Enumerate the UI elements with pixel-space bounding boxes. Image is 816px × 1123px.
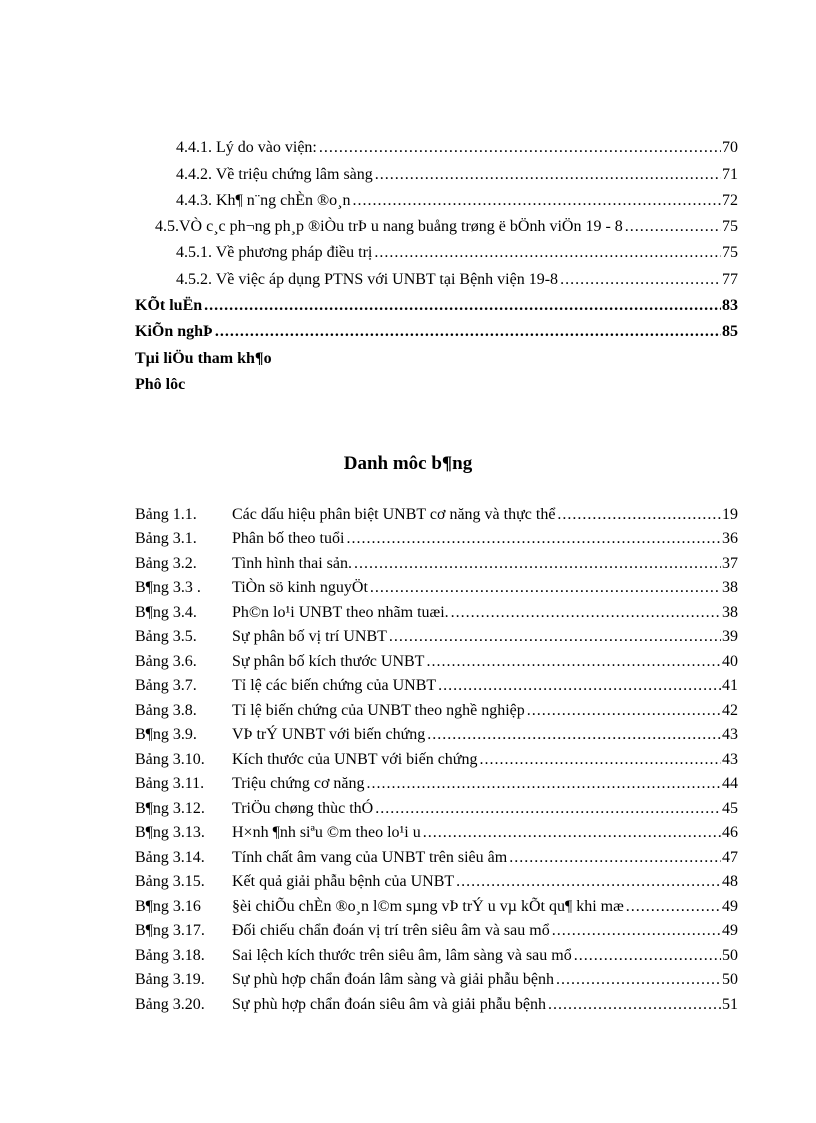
leader-dots [557, 506, 721, 524]
table-list-entry[interactable] [135, 524, 738, 549]
table-number: B¶ng 3.12. [135, 799, 205, 817]
leader-dots [319, 139, 721, 157]
leader-dots [354, 555, 721, 573]
toc-entry-label: Phô lôc [135, 375, 186, 393]
table-caption: Tỉ lệ các biến chứng của UNBT [232, 677, 437, 694]
table-number: B¶ng 3.3 . [135, 579, 201, 596]
toc-entry-label: 4.5.2. Về việc áp dụng PTNS với UNBT tại Bệnh viện 19-8 [176, 270, 559, 288]
leader-dots [451, 604, 721, 622]
table-number: Bảng 3.1. [135, 530, 197, 547]
table-caption: Sự phù hợp chẩn đoán lâm sàng và giải phẫu bệnh [232, 971, 554, 988]
table-list-entry[interactable] [135, 744, 738, 769]
table-list-entry[interactable] [135, 720, 738, 745]
table-list-entry[interactable] [135, 622, 738, 647]
table-list-entry[interactable] [135, 793, 738, 818]
toc-entry-label: KÕt luËn [135, 297, 203, 315]
table-list-entry[interactable] [135, 646, 738, 671]
table-page-number: 37 [722, 554, 738, 572]
table-number: Bảng 3.2. [135, 554, 197, 572]
toc-entry[interactable] [0, 341, 816, 367]
table-caption: Sự phân bố kích thước UNBT [232, 652, 425, 670]
table-page-number: 49 [722, 922, 738, 939]
toc-entry[interactable] [0, 157, 816, 183]
table-list-entry[interactable] [135, 597, 738, 622]
table-number: Bảng 3.5. [135, 628, 197, 645]
toc-entry-label: 4.4.2. Về triệu chứng lâm sàng [176, 165, 373, 183]
leader-dots [560, 271, 721, 289]
toc-entry-page: 75 [722, 218, 738, 236]
table-number: B¶ng 3.17. [135, 922, 205, 939]
table-list-entry[interactable] [135, 818, 738, 843]
table-caption: TriÖu chøng thùc thÓ [232, 799, 374, 817]
leader-dots [556, 971, 721, 989]
toc-entry[interactable] [0, 262, 816, 288]
table-caption: VÞ trÝ UNBT với biến chứng [232, 726, 426, 743]
table-page-number: 45 [722, 799, 738, 817]
table-caption: Kích thước của UNBT với biến chứng [232, 750, 478, 768]
table-number: B¶ng 3.13. [135, 824, 205, 841]
table-page-number: 36 [722, 530, 738, 547]
table-page-number: 38 [722, 579, 738, 596]
toc-entry[interactable] [0, 315, 816, 341]
table-page-number: 49 [722, 897, 738, 915]
table-page-number: 50 [722, 971, 738, 988]
table-page-number: 44 [722, 775, 738, 792]
table-caption: Phân bố theo tuổi [232, 530, 345, 547]
toc-entry-page: 71 [722, 165, 738, 183]
leader-dots [574, 947, 721, 965]
leader-dots [548, 996, 721, 1014]
toc-entry-label: KiÕn nghÞ [135, 323, 213, 341]
table-list-entry[interactable] [135, 499, 738, 524]
table-page-number: 40 [722, 652, 738, 670]
table-caption: Tỉ lệ biến chứng của UNBT theo nghề nghiệp [232, 701, 525, 719]
table-caption: Sự phân bố vị trí UNBT [232, 628, 387, 645]
table-number: Bảng 3.8. [135, 701, 197, 719]
toc-entry-page: 70 [722, 139, 738, 157]
table-list-entry[interactable] [135, 891, 738, 916]
leader-dots [527, 702, 721, 720]
leader-dots [374, 244, 721, 262]
table-number: B¶ng 3.9. [135, 726, 197, 743]
table-number: Bảng 3.19. [135, 971, 205, 988]
table-list-entry[interactable] [135, 842, 738, 867]
toc-entry[interactable] [0, 210, 816, 236]
table-page-number: 39 [722, 628, 738, 645]
table-caption: §èi chiÕu chÈn ®o¸n l©m sµng vÞ trÝ u vµ kÕt qu¶ khi mæ [232, 897, 624, 915]
table-number: Bảng 3.11. [135, 775, 205, 792]
leader-dots [215, 323, 721, 341]
table-caption: Các dấu hiệu phân biệt UNBT cơ năng và thực thể [232, 505, 556, 523]
table-caption: Tính chất âm vang của UNBT trên siêu âm [232, 848, 508, 866]
table-page-number: 42 [722, 701, 738, 719]
toc-entry-page: 75 [722, 244, 738, 262]
table-caption: H×nh ¶nh siªu ©m theo lo¹i u [232, 824, 421, 841]
table-list-entry[interactable] [135, 916, 738, 941]
toc-entry-label: 4.4.3. Kh¶ n¨ng chÈn ®o¸n [176, 191, 351, 209]
toc-entry-page: 85 [722, 323, 738, 341]
table-number: Bảng 3.7. [135, 677, 197, 694]
toc-entry[interactable] [0, 289, 816, 315]
toc-entry-page: 83 [722, 297, 738, 315]
leader-dots [479, 751, 721, 769]
table-caption: Sai lệch kích thước trên siêu âm, lâm sàng và sau mổ [232, 946, 572, 964]
table-page-number: 43 [722, 726, 738, 743]
table-caption: TiÒn sö kinh nguyÖt [232, 579, 368, 596]
list-of-tables [135, 499, 738, 1014]
table-page-number: 38 [722, 603, 738, 621]
leader-dots [552, 922, 721, 940]
table-page-number: 48 [722, 873, 738, 890]
toc-entry-page: 72 [722, 191, 738, 209]
table-number: Bảng 1.1. [135, 505, 197, 523]
leader-dots [389, 628, 721, 646]
table-page-number: 19 [722, 505, 738, 523]
table-page-number: 50 [722, 946, 738, 964]
toc-entry-label: 4.5.VÒ c¸c ph¬ng ph¸p ®iÒu trÞ u nang buång trøng ë bÖnh viÖn 19 - 8 [155, 218, 623, 236]
table-caption: Đối chiếu chẩn đoán vị trí trên siêu âm và sau mổ [232, 922, 550, 939]
table-list-entry[interactable] [135, 965, 738, 990]
leader-dots [367, 775, 721, 793]
leader-dots [427, 726, 721, 744]
leader-dots [370, 579, 721, 597]
toc-entry-label: Tµi liÖu tham kh¶o [135, 349, 272, 367]
table-list-entry[interactable] [135, 940, 738, 965]
table-list-entry[interactable] [135, 573, 738, 598]
table-list-entry[interactable] [135, 548, 738, 573]
table-number: B¶ng 3.16 [135, 897, 201, 915]
leader-dots [353, 192, 722, 210]
toc-entry[interactable] [0, 131, 816, 157]
table-of-contents [0, 131, 816, 394]
toc-entry-page: 77 [722, 270, 738, 288]
leader-dots [456, 873, 721, 891]
table-number: Bảng 3.18. [135, 946, 205, 964]
table-page-number: 41 [722, 677, 738, 694]
table-page-number: 51 [722, 995, 738, 1013]
table-number: Bảng 3.15. [135, 873, 205, 890]
leader-dots [375, 800, 721, 818]
table-page-number: 47 [722, 848, 738, 866]
leader-dots [346, 530, 721, 548]
table-number: Bảng 3.10. [135, 750, 205, 768]
table-list-entry[interactable] [135, 989, 738, 1014]
toc-entry[interactable] [0, 368, 816, 394]
table-page-number: 46 [722, 824, 738, 841]
leader-dots [423, 824, 721, 842]
toc-entry[interactable] [0, 236, 816, 262]
leader-dots [625, 218, 721, 236]
table-list-entry[interactable] [135, 695, 738, 720]
table-caption: Tình hình thai sản. [232, 554, 352, 572]
table-caption: Kết quả giải phẫu bệnh của UNBT [232, 873, 455, 890]
leader-dots [426, 653, 721, 671]
table-page-number: 43 [722, 750, 738, 768]
leader-dots [204, 297, 721, 315]
table-number: Bảng 3.20. [135, 995, 205, 1013]
table-caption: Triệu chứng cơ năng [232, 775, 365, 792]
table-caption: Sự phù hợp chẩn đoán siêu âm và giải phẫu bệnh [232, 995, 546, 1013]
table-list-entry[interactable] [135, 671, 738, 696]
leader-dots [509, 849, 721, 867]
table-list-entry[interactable] [135, 867, 738, 892]
table-list-entry[interactable] [135, 769, 738, 794]
toc-entry-label: 4.5.1. Về phương pháp điều trị [176, 244, 373, 262]
table-number: Bảng 3.14. [135, 848, 205, 866]
toc-entry-label: 4.4.1. Lý do vào viện: [176, 139, 317, 157]
leader-dots [438, 677, 721, 695]
leader-dots [626, 898, 721, 916]
tables-list-heading: Danh môc b¶ng [343, 453, 473, 474]
table-number: Bảng 3.6. [135, 652, 197, 670]
toc-entry[interactable] [0, 184, 816, 210]
leader-dots [375, 166, 721, 184]
table-caption: Ph©n lo¹i UNBT theo nhãm tuæi. [232, 603, 449, 621]
table-number: B¶ng 3.4. [135, 603, 197, 621]
